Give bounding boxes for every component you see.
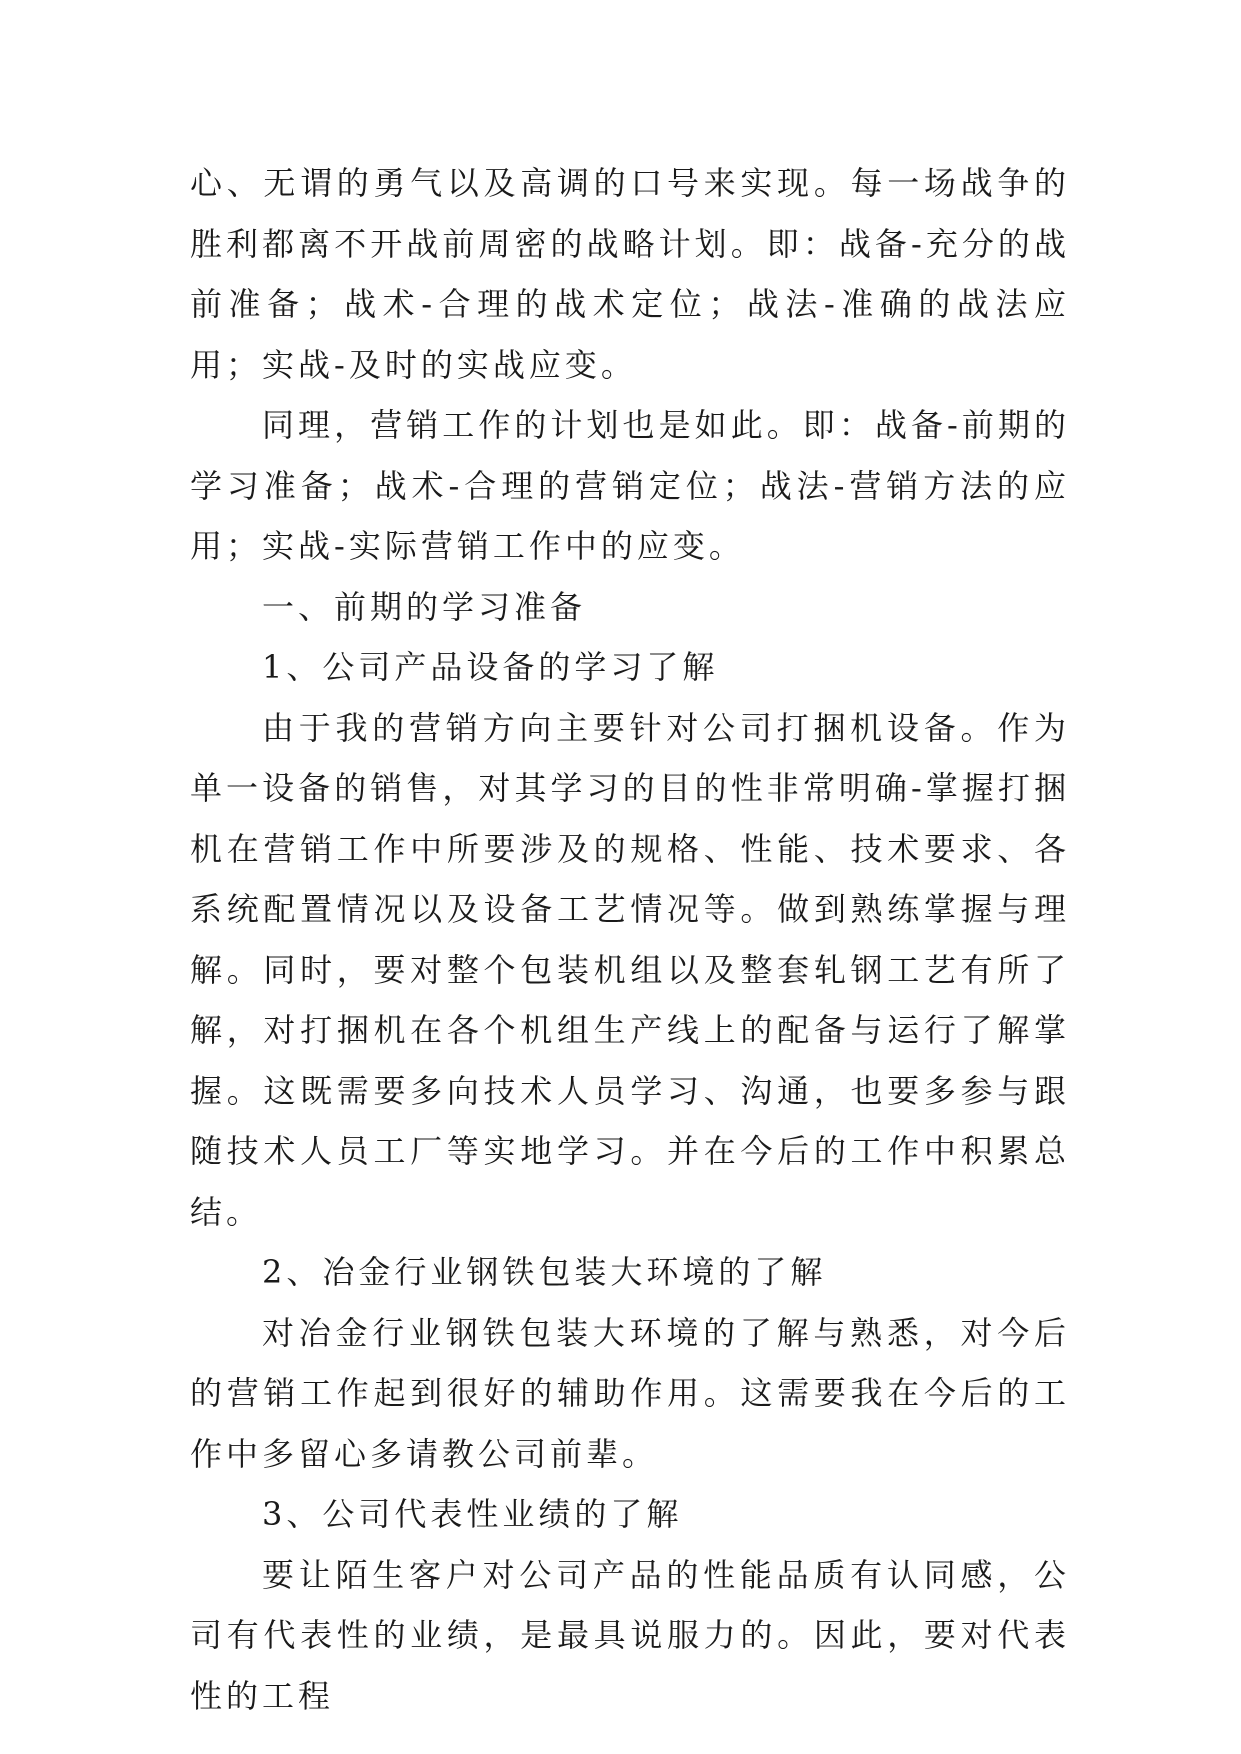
section-heading-learning-preparation: 一、前期的学习准备 xyxy=(262,587,587,626)
subheading-company-performance: 3、公司代表性业绩的了解 xyxy=(262,1495,683,1533)
document-body xyxy=(190,153,1070,1726)
paragraph-product-learning: 由于我的营销方向主要针对公司打捆机设备。作为单一设备的销售，对其学习的目的性非常明确-掌握打捆机在营销工作中所要涉及的规格、性能、技术要求、各系统配置情况以及设备工艺情况等。做到熟练掌握与理解。同时，要对整个包装机组以及整套轧钢工艺有所了解，对打捆机在各个机组生产线上的配备与运行了解掌握。这既需要多向技术人员学习、沟通，也要多参与跟随技术人员工厂等实地学习。并在今后的工作中积累总结。 xyxy=(190,708,1070,1231)
paragraph-marketing-plan: 同理，营销工作的计划也是如此。即：战备-前期的学习准备；战术-合理的营销定位；战法-营销方法的应用；实战-实际营销工作中的应变。 xyxy=(190,406,1070,565)
subheading-product-learning: 1、公司产品设备的学习了解 xyxy=(262,648,719,686)
subheading-industry-environment: 2、冶金行业钢铁包装大环境的了解 xyxy=(262,1253,827,1291)
paragraph-company-performance: 要让陌生客户对公司产品的性能品质有认同感，公司有代表性的业绩，是最具说服力的。因此，要对代表性的工程 xyxy=(190,1555,1070,1715)
paragraph-industry-environment: 对冶金行业钢铁包装大环境的了解与熟悉，对今后的营销工作起到很好的辅助作用。这需要我在今后的工作中多留心多请教公司前辈。 xyxy=(190,1313,1070,1473)
paragraph-war-strategy: 心、无谓的勇气以及高调的口号来实现。每一场战争的胜利都离不开战前周密的战略计划。即：战备-充分的战前准备；战术-合理的战术定位；战法-准确的战法应用；实战-及时的实战应变。 xyxy=(190,164,1070,384)
